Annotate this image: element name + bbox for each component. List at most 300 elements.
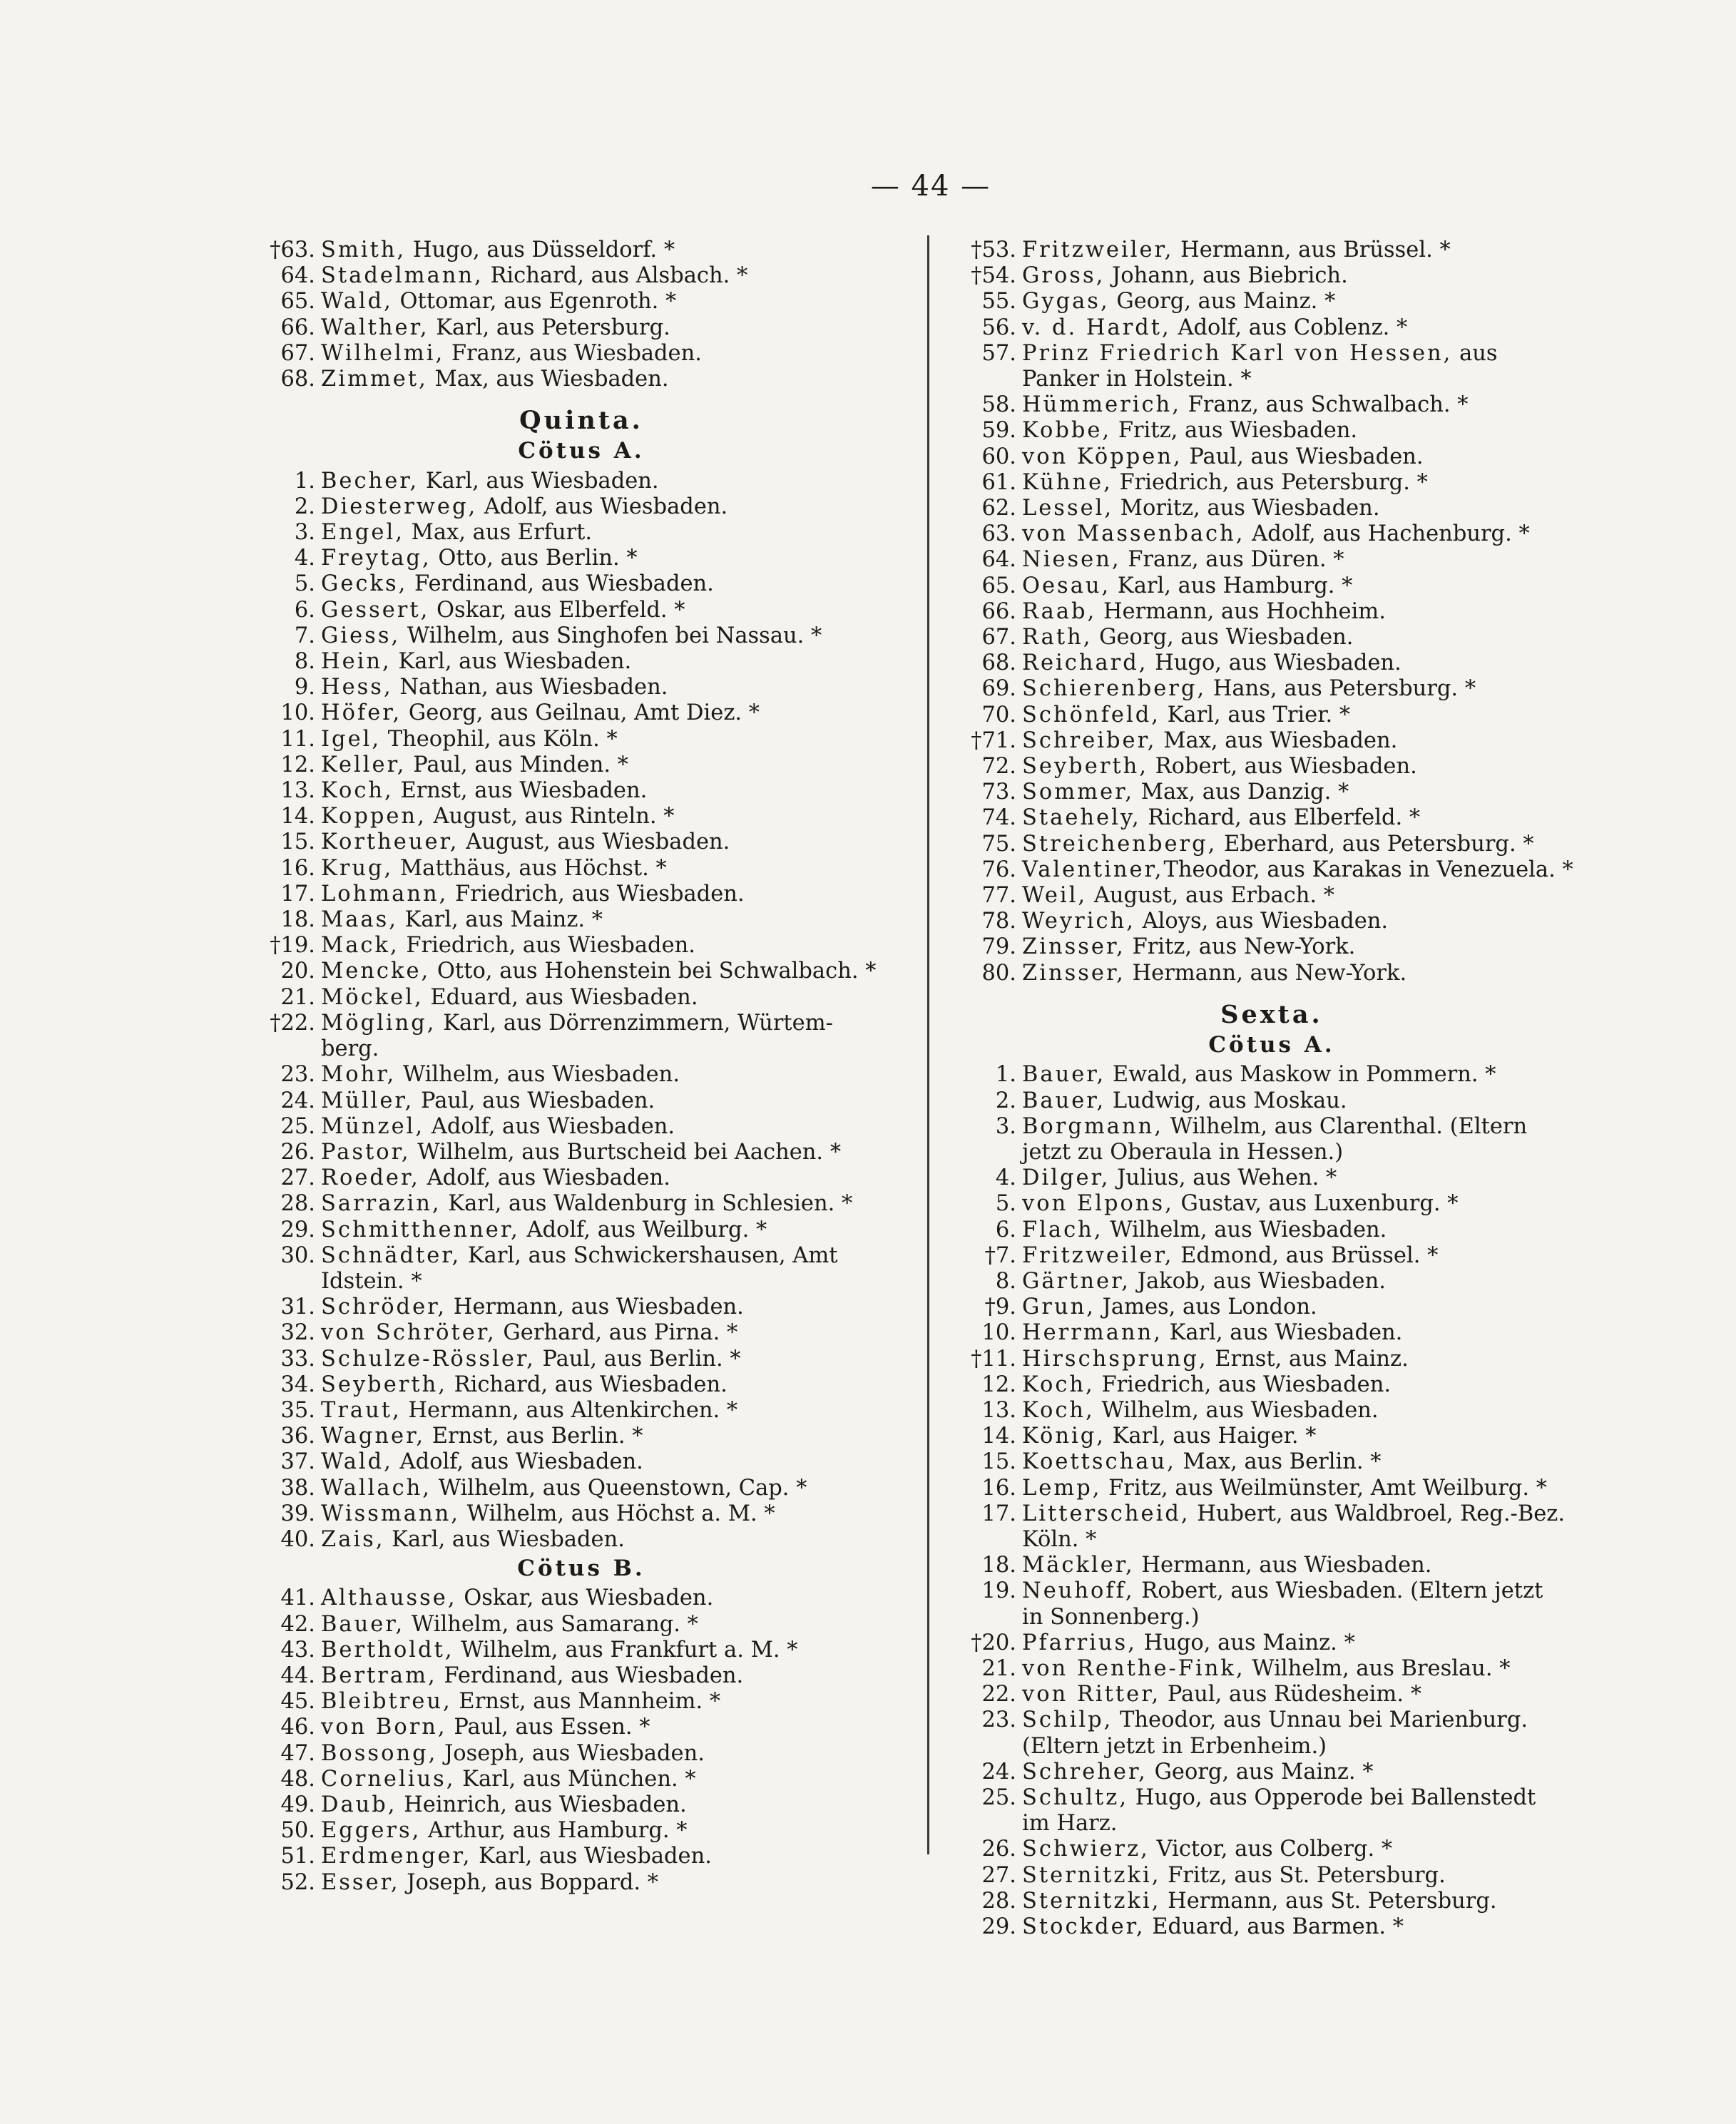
student-entry xyxy=(951,961,1593,986)
entry-number: 63. xyxy=(981,521,1016,547)
student-entry xyxy=(250,1062,913,1088)
student-surname: Schönfeld, xyxy=(1022,702,1160,727)
entry-number: 56. xyxy=(981,315,1016,340)
student-surname: Gecks, xyxy=(321,571,408,597)
entry-number: 67. xyxy=(981,625,1016,650)
student-details: Theodor, aus Unnau bei Marienburg. xyxy=(1113,1707,1528,1733)
student-details: Karl, aus Schwickershausen, Amt xyxy=(461,1242,838,1268)
student-details: Friedrich, aus Wiesbaden. xyxy=(1094,1372,1392,1397)
entry-number: 8. xyxy=(995,1268,1016,1294)
student-details: Hermann, aus Altenkirchen. * xyxy=(401,1397,738,1423)
student-surname: Giess, xyxy=(321,623,401,648)
entry-continuation: (Eltern jetzt in Erbenheim.) xyxy=(1022,1733,1327,1759)
right-column xyxy=(951,238,1593,1940)
entry-number: 32. xyxy=(280,1320,315,1346)
student-entry xyxy=(250,1243,913,1295)
entry-number: 68. xyxy=(981,650,1016,676)
student-surname: Rath, xyxy=(1022,625,1093,650)
student-details: Max, aus Erfurt. xyxy=(404,520,593,546)
entry-number: 30. xyxy=(280,1242,315,1268)
entry-number: 64. xyxy=(981,547,1016,573)
student-surname: Raab, xyxy=(1022,598,1097,624)
student-surname: Maas, xyxy=(321,907,398,933)
entry-number: 59. xyxy=(981,418,1016,444)
student-details: Karl, aus Wiesbaden. xyxy=(1162,1320,1403,1346)
entry-number: 78. xyxy=(981,909,1016,934)
student-entry xyxy=(951,1347,1593,1372)
student-surname: Mögling, xyxy=(321,1010,436,1036)
left-column xyxy=(250,238,913,1896)
student-details: Hugo, aus Opperode bei Ballenstedt xyxy=(1128,1785,1536,1810)
student-details: Max, aus Berlin. * xyxy=(1175,1449,1382,1475)
entry-number: 19. xyxy=(981,1578,1016,1604)
student-details: Franz, aus Wiesbaden. xyxy=(444,340,702,366)
student-entry xyxy=(250,778,913,804)
student-surname: Wagner, xyxy=(321,1424,426,1449)
student-entry xyxy=(951,263,1593,289)
entry-number: 74. xyxy=(981,805,1016,831)
entry-number: †53. xyxy=(971,238,1016,262)
entry-number: †71. xyxy=(971,727,1016,753)
entry-number: 18. xyxy=(981,1553,1016,1578)
student-entry xyxy=(250,546,913,571)
student-entry xyxy=(951,1863,1593,1889)
entry-number: 72. xyxy=(981,754,1016,780)
entry-number: 25. xyxy=(981,1785,1016,1810)
student-entry xyxy=(250,649,913,675)
student-surname: Gärtner, xyxy=(1022,1268,1131,1294)
entry-number: 2. xyxy=(294,494,315,519)
student-surname: Hümmerich, xyxy=(1022,392,1181,418)
student-entry xyxy=(951,1062,1593,1088)
student-entry xyxy=(951,1424,1593,1449)
student-details: Julius, aus Wehen. * xyxy=(1110,1165,1337,1191)
student-surname: Mohr, xyxy=(321,1062,397,1088)
student-surname: Herrmann, xyxy=(1022,1320,1163,1346)
student-surname: Gross, xyxy=(1022,263,1106,289)
entry-number: 46. xyxy=(280,1715,315,1740)
student-details: Wilhelm, aus Queenstown, Cap. * xyxy=(432,1475,807,1501)
student-entry xyxy=(250,263,913,289)
student-details: Karl, aus Wiesbaden. xyxy=(419,468,659,494)
student-entry xyxy=(951,521,1593,547)
student-entry xyxy=(951,1269,1593,1295)
student-details: Max, aus Wiesbaden. xyxy=(427,367,669,392)
student-entry xyxy=(250,1792,913,1818)
student-details: Georg, aus Mainz. * xyxy=(1109,289,1336,315)
student-entry xyxy=(951,1191,1593,1217)
student-details: Karl, aus Hamburg. * xyxy=(1110,573,1353,598)
student-details: August, aus Rinteln. * xyxy=(426,804,675,829)
entry-number: †7. xyxy=(984,1242,1016,1268)
student-details: Richard, aus Wiesbaden. xyxy=(446,1372,727,1397)
student-surname: König, xyxy=(1022,1424,1106,1449)
entry-number: 2. xyxy=(995,1088,1016,1113)
entry-continuation: Idstein. * xyxy=(321,1268,422,1294)
student-details: Matthäus, aus Höchst. * xyxy=(393,855,667,881)
student-entry xyxy=(951,1889,1593,1914)
student-details: Adolf, aus Wiesbaden. xyxy=(392,1449,643,1475)
student-details: Wilhelm, aus Höchst a. M. * xyxy=(459,1501,775,1526)
student-entry xyxy=(951,1476,1593,1501)
student-details: Karl, aus Haiger. * xyxy=(1105,1424,1317,1449)
entry-number: 33. xyxy=(280,1346,315,1372)
student-surname: Daub, xyxy=(321,1792,397,1817)
student-entry xyxy=(951,703,1593,728)
student-surname: Koch, xyxy=(1022,1397,1095,1423)
student-details: Wilhelm, aus Burtscheid bei Aachen. * xyxy=(410,1139,842,1165)
entry-number: 37. xyxy=(280,1449,315,1475)
entry-number: 67. xyxy=(280,340,315,366)
entry-number: 60. xyxy=(981,444,1016,469)
entry-number: 3. xyxy=(294,520,315,546)
student-details: aus xyxy=(1452,340,1498,366)
student-entry xyxy=(951,1114,1593,1165)
student-details: Nathan, aus Wiesbaden. xyxy=(392,675,668,700)
student-surname: Streichenberg, xyxy=(1022,831,1217,857)
student-details: Friedrich, aus Wiesbaden. xyxy=(399,933,695,959)
student-details: Adolf, aus Wiesbaden. xyxy=(477,494,728,519)
entry-number: 13. xyxy=(981,1397,1016,1423)
student-surname: Schierenberg, xyxy=(1022,676,1207,702)
student-details: Hermann, aus Hochheim. xyxy=(1096,598,1386,624)
entry-number: 41. xyxy=(280,1586,315,1611)
student-entry xyxy=(951,650,1593,676)
student-surname: Stockder, xyxy=(1022,1914,1145,1939)
student-entry xyxy=(250,1715,913,1740)
entry-number: 3. xyxy=(995,1113,1016,1139)
student-surname: Bauer, xyxy=(321,1611,405,1637)
student-surname: Schreiber, xyxy=(1022,727,1157,753)
entry-number: 5. xyxy=(294,571,315,597)
student-surname: Schreher, xyxy=(1022,1759,1148,1785)
student-entry xyxy=(250,1217,913,1243)
student-details: Karl, aus Petersburg. xyxy=(429,315,670,340)
entry-number: 14. xyxy=(280,804,315,829)
entry-number: 65. xyxy=(280,289,315,315)
student-details: Otto, aus Berlin. * xyxy=(431,546,638,571)
entry-number: 39. xyxy=(280,1501,315,1526)
student-surname: Borgmann, xyxy=(1022,1113,1163,1139)
student-surname: Sarrazin, xyxy=(321,1191,441,1217)
entry-number: 13. xyxy=(280,778,315,804)
student-details: Karl, aus Wiesbaden. xyxy=(391,649,632,675)
student-entry xyxy=(250,520,913,546)
student-surname: Becher, xyxy=(321,468,419,494)
student-entry xyxy=(951,1501,1593,1553)
student-surname: von Köppen, xyxy=(1022,444,1183,469)
student-entry xyxy=(951,444,1593,470)
student-surname: Müller, xyxy=(321,1088,414,1113)
student-entry xyxy=(250,1011,913,1062)
entry-number: 66. xyxy=(280,315,315,340)
student-entry xyxy=(250,1501,913,1527)
entry-number: 12. xyxy=(981,1372,1016,1397)
student-details: Wilhelm, aus Wiesbaden. xyxy=(1103,1217,1387,1242)
student-surname: Eggers, xyxy=(321,1818,422,1844)
student-surname: Seyberth, xyxy=(1022,754,1148,780)
student-surname: Pastor, xyxy=(321,1139,411,1165)
entry-number: 7. xyxy=(294,623,315,648)
student-details: Paul, aus Wiesbaden. xyxy=(414,1088,655,1113)
student-surname: Wilhelmi, xyxy=(321,340,445,366)
entry-number: 45. xyxy=(280,1689,315,1715)
student-surname: Fritzweiler, xyxy=(1022,1242,1174,1268)
student-entry xyxy=(951,341,1593,392)
entry-number: 48. xyxy=(280,1766,315,1792)
student-entry xyxy=(250,959,913,984)
student-details: Hermann, aus Wiesbaden. xyxy=(446,1295,744,1320)
entry-number: 43. xyxy=(280,1637,315,1663)
student-details: Hugo, aus Mainz. * xyxy=(1136,1630,1355,1655)
section-heading: Cötus A. xyxy=(518,438,645,464)
entry-number: 6. xyxy=(294,597,315,623)
student-entry xyxy=(250,494,913,520)
student-surname: Bertram, xyxy=(321,1663,437,1688)
student-surname: Zinsser, xyxy=(1022,960,1125,986)
student-entry xyxy=(250,933,913,959)
student-surname: Keller, xyxy=(321,752,407,777)
student-entry xyxy=(250,598,913,623)
student-entry xyxy=(250,1372,913,1398)
student-surname: Bauer, xyxy=(1022,1062,1106,1088)
student-surname: Kortheuer, xyxy=(321,829,459,855)
student-entry xyxy=(250,1449,913,1475)
student-surname: Sommer, xyxy=(1022,780,1135,805)
student-entry xyxy=(250,1424,913,1449)
student-entry xyxy=(951,1760,1593,1785)
entry-number: †63. xyxy=(270,238,315,262)
student-entry xyxy=(250,985,913,1011)
entry-number: 44. xyxy=(280,1663,315,1688)
student-details: Richard, aus Elberfeld. * xyxy=(1140,805,1421,831)
student-surname: Schultz, xyxy=(1022,1785,1129,1810)
student-surname: Möckel, xyxy=(321,984,424,1010)
student-surname: Weil, xyxy=(1022,883,1088,909)
student-details: Friedrich, aus Petersburg. * xyxy=(1112,469,1428,495)
entry-number: 76. xyxy=(981,857,1016,882)
student-surname: Igel, xyxy=(321,726,382,752)
section-heading: Cötus B. xyxy=(517,1556,645,1582)
student-entry xyxy=(250,1767,913,1792)
student-entry xyxy=(250,341,913,367)
student-details: Hermann, aus Brüssel. * xyxy=(1173,238,1451,262)
student-entry xyxy=(250,469,913,494)
student-details: Fritz, aus Wiesbaden. xyxy=(1111,418,1358,444)
student-details: Ernst, aus Wiesbaden. xyxy=(393,778,648,804)
entry-number: 65. xyxy=(981,573,1016,598)
student-details: Karl, aus Mainz. * xyxy=(397,907,603,933)
entry-number: 8. xyxy=(294,649,315,675)
entry-number: 23. xyxy=(981,1707,1016,1733)
student-details: Adolf, aus Weilburg. * xyxy=(519,1217,767,1242)
student-details: Hans, aus Petersburg. * xyxy=(1206,676,1476,702)
student-entry xyxy=(250,623,913,649)
entry-number: 11. xyxy=(280,726,315,752)
student-details: Karl, aus Wiesbaden. xyxy=(384,1526,625,1552)
student-details: Victor, aus Colberg. * xyxy=(1149,1837,1393,1862)
student-surname: Erdmenger, xyxy=(321,1844,472,1869)
entry-number: 23. xyxy=(280,1062,315,1088)
student-surname: Wissmann, xyxy=(321,1501,460,1526)
student-surname: Bauer, xyxy=(1022,1088,1106,1113)
entry-number: 62. xyxy=(981,496,1016,521)
entry-number: 64. xyxy=(280,263,315,289)
entry-number: 68. xyxy=(280,367,315,392)
student-entry xyxy=(250,1476,913,1501)
student-entry xyxy=(951,754,1593,780)
entry-number: 49. xyxy=(280,1792,315,1817)
entry-continuation: berg. xyxy=(321,1036,379,1062)
student-entry xyxy=(250,1741,913,1767)
student-details: Wilhelm, aus Samarang. * xyxy=(404,1611,698,1637)
student-entry xyxy=(951,676,1593,702)
student-details: Friedrich, aus Wiesbaden. xyxy=(448,881,745,907)
student-surname: Grun, xyxy=(1022,1295,1096,1320)
entry-number: 35. xyxy=(280,1397,315,1423)
entry-number: 25. xyxy=(280,1113,315,1139)
student-entry xyxy=(951,496,1593,521)
student-details: Eberhard, aus Petersburg. * xyxy=(1217,831,1534,857)
student-entry xyxy=(951,1165,1593,1191)
entry-number: 31. xyxy=(280,1295,315,1320)
student-details: Ferdinand, aus Wiesbaden. xyxy=(436,1663,744,1688)
student-entry xyxy=(951,470,1593,496)
entry-number: 17. xyxy=(981,1501,1016,1526)
entry-number: 24. xyxy=(981,1759,1016,1785)
student-surname: Fritzweiler, xyxy=(1022,238,1174,262)
entry-number: 69. xyxy=(981,676,1016,702)
student-surname: von Massenbach, xyxy=(1022,521,1245,547)
entry-number: 10. xyxy=(981,1320,1016,1346)
student-surname: Seyberth, xyxy=(321,1372,447,1397)
student-entry xyxy=(250,1347,913,1372)
student-details: Oskar, aus Elberfeld. * xyxy=(429,597,685,623)
student-details: Ernst, aus Mannheim. * xyxy=(451,1689,721,1715)
student-surname: Bossong, xyxy=(321,1740,438,1766)
entry-number: 36. xyxy=(280,1424,315,1449)
entry-number: 5. xyxy=(995,1191,1016,1217)
student-entry xyxy=(951,1630,1593,1656)
entry-number: 52. xyxy=(280,1869,315,1895)
student-details: Wilhelm, aus Breslau. * xyxy=(1245,1655,1511,1681)
student-surname: Litterscheid, xyxy=(1022,1501,1190,1526)
student-entry xyxy=(250,1295,913,1320)
student-entry xyxy=(951,1578,1593,1630)
student-surname: Diesterweg, xyxy=(321,494,478,519)
student-details: Theodor, aus Karakas in Venezuela. * xyxy=(1163,857,1573,882)
student-entry xyxy=(250,1638,913,1663)
student-surname: von Elpons, xyxy=(1022,1191,1174,1217)
student-surname: Schröder, xyxy=(321,1295,447,1320)
student-details: Hugo, aus Wiesbaden. xyxy=(1148,650,1401,676)
student-entry xyxy=(951,1372,1593,1398)
student-details: August, aus Wiesbaden. xyxy=(459,829,730,855)
student-surname: von Born, xyxy=(321,1715,447,1740)
student-surname: Sternitzki, xyxy=(1022,1888,1161,1914)
student-entry xyxy=(951,1785,1593,1837)
student-entry xyxy=(951,289,1593,315)
student-details: Wilhelm, aus Wiesbaden. xyxy=(1094,1397,1379,1423)
student-details: Georg, aus Wiesbaden. xyxy=(1092,625,1354,650)
student-surname: Bleibtreu, xyxy=(321,1689,452,1715)
student-entry xyxy=(250,1398,913,1424)
student-entry xyxy=(250,675,913,700)
student-entry xyxy=(250,1612,913,1638)
student-surname: von Schröter, xyxy=(321,1320,496,1346)
student-surname: von Ritter, xyxy=(1022,1682,1161,1707)
student-entry xyxy=(250,1140,913,1165)
entry-number: 61. xyxy=(981,469,1016,495)
student-entry xyxy=(951,805,1593,831)
student-entry xyxy=(250,804,913,829)
student-details: Fritz, aus New-York. xyxy=(1125,934,1356,960)
entry-number: 24. xyxy=(280,1088,315,1113)
entry-continuation: im Harz. xyxy=(1022,1811,1118,1837)
student-details: Eduard, aus Barmen. * xyxy=(1145,1914,1404,1939)
student-details: Paul, aus Minden. * xyxy=(406,752,628,777)
student-entry xyxy=(951,728,1593,754)
entry-continuation: jetzt zu Oberaula in Hessen.) xyxy=(1022,1139,1344,1165)
entry-number: 51. xyxy=(280,1844,315,1869)
entry-number: 79. xyxy=(981,934,1016,960)
student-surname: Zinsser, xyxy=(1022,934,1125,960)
section-heading: Quinta. xyxy=(519,406,643,436)
student-details: Karl, aus Wiesbaden. xyxy=(471,1844,712,1869)
entry-number: 6. xyxy=(995,1217,1016,1242)
student-details: Karl, aus Waldenburg in Schlesien. * xyxy=(441,1191,853,1217)
student-entry xyxy=(951,418,1593,444)
student-entry xyxy=(951,934,1593,960)
student-entry xyxy=(250,315,913,341)
student-details: Hermann, aus Wiesbaden. xyxy=(1134,1553,1432,1578)
student-surname: Kühne, xyxy=(1022,469,1113,495)
student-entry xyxy=(951,1837,1593,1862)
entry-number: †22. xyxy=(270,1010,315,1036)
student-details: Adolf, aus Coblenz. * xyxy=(1170,315,1408,340)
student-surname: Traut, xyxy=(321,1397,402,1423)
entry-number: 4. xyxy=(995,1165,1016,1191)
student-surname: Krug, xyxy=(321,855,394,881)
student-entry xyxy=(951,1398,1593,1424)
student-details: Robert, aus Wiesbaden. (Eltern jetzt xyxy=(1134,1578,1543,1604)
entry-number: 26. xyxy=(981,1837,1016,1862)
entry-number: 15. xyxy=(280,829,315,855)
student-entry xyxy=(250,1165,913,1191)
student-surname: Hess, xyxy=(321,675,393,700)
student-entry xyxy=(250,727,913,752)
student-details: Hermann, aus St. Petersburg. xyxy=(1160,1888,1497,1914)
entry-number: †19. xyxy=(270,933,315,959)
student-details: Joseph, aus Boppard. * xyxy=(399,1869,659,1895)
entry-continuation: in Sonnenberg.) xyxy=(1022,1604,1200,1630)
student-entry xyxy=(951,1914,1593,1940)
student-entry xyxy=(250,1844,913,1869)
student-details: Eduard, aus Wiesbaden. xyxy=(423,984,698,1010)
student-entry xyxy=(250,1114,913,1140)
student-surname: Gygas, xyxy=(1022,289,1110,315)
student-details: Max, aus Danzig. * xyxy=(1134,780,1349,805)
student-details: Gustav, aus Luxenburg. * xyxy=(1173,1191,1459,1217)
entry-number: 28. xyxy=(981,1888,1016,1914)
student-entry xyxy=(951,315,1593,341)
student-surname: Lemp, xyxy=(1022,1475,1102,1501)
student-surname: Althausse, xyxy=(321,1586,457,1611)
student-details: Wilhelm, aus Singhofen bei Nassau. * xyxy=(400,623,822,648)
entry-number: 18. xyxy=(280,907,315,933)
student-entry xyxy=(951,1243,1593,1269)
student-details: Franz, aus Schwalbach. * xyxy=(1180,392,1469,418)
